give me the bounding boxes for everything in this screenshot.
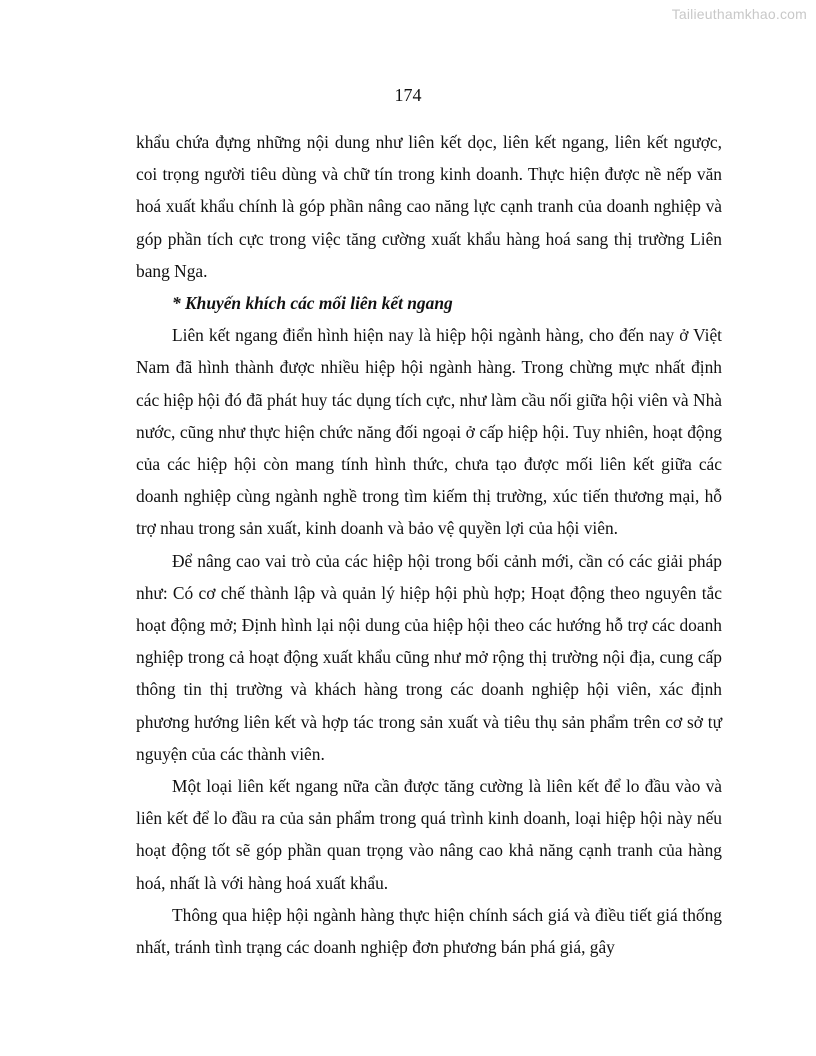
paragraph-input-output-links: Một loại liên kết ngang nữa cần được tăng cường là liên kết để lo đầu vào và liên kết để lo đầu ra của sản phẩm trong quá trình kinh doanh, loại hiệp hội này nếu hoạt động tốt sẽ góp phần quan trọng vào nâng cao khả năng cạnh tranh của hàng hoá, nhất là với hàng hoá xuất khẩu. [136, 776, 722, 893]
section-heading: * Khuyến khích các mối liên kết ngang [172, 293, 453, 314]
document-body [136, 126, 722, 963]
paragraph-association-solutions: Để nâng cao vai trò của các hiệp hội trong bối cảnh mới, cần có các giải pháp như: Có cơ chế thành lập và quản lý hiệp hội phù hợp; Hoạt động theo nguyên tắc hoạt động mở; Định hình lại nội dung của hiệp hội theo các hướng hỗ trợ các doanh nghiệp trong cả hoạt động xuất khẩu cũng như mở rộng thị trường nội địa, cung cấp thông tin thị trường và khách hàng trong các doanh nghiệp hội viên, xác định phương hướng liên kết và hợp tác trong sản xuất và tiêu thụ sản phẩm trên cơ sở tự nguyện của các thành viên. [136, 550, 722, 764]
watermark-text: Tailieuthamkhao.com [671, 6, 807, 22]
paragraph-horizontal-links: Liên kết ngang điển hình hiện nay là hiệp hội ngành hàng, cho đến nay ở Việt Nam đã hình thành được nhiều hiệp hội ngành hàng. Trong chừng mực nhất định các hiệp hội đó đã phát huy tác dụng tích cực, như làm cầu nối giữa hội viên và Nhà nước, cũng như thực hiện chức năng đối ngoại ở cấp hiệp hội. Tuy nhiên, hoạt động của các hiệp hội còn mang tính hình thức, chưa tạo được mối liên kết giữa các doanh nghiệp cùng ngành nghề trong tìm kiếm thị trường, xúc tiến thương mại, hỗ trợ nhau trong sản xuất, kinh doanh và bảo vệ quyền lợi của hội viên. [136, 325, 722, 539]
paragraph-continuation: khẩu chứa đựng những nội dung như liên kết dọc, liên kết ngang, liên kết ngược, coi trọng người tiêu dùng và chữ tín trong kinh doanh. Thực hiện được nề nếp văn hoá xuất khẩu chính là góp phần nâng cao năng lực cạnh tranh của doanh nghiệp và góp phần tích cực trong việc tăng cường xuất khẩu hàng hoá sang thị trường Liên bang Nga. [136, 132, 722, 281]
page-number: 174 [394, 85, 422, 105]
paragraph-pricing-policy: Thông qua hiệp hội ngành hàng thực hiện chính sách giá và điều tiết giá thống nhất, tránh tình trạng các doanh nghiệp đơn phương bán phá giá, gây [136, 904, 722, 958]
